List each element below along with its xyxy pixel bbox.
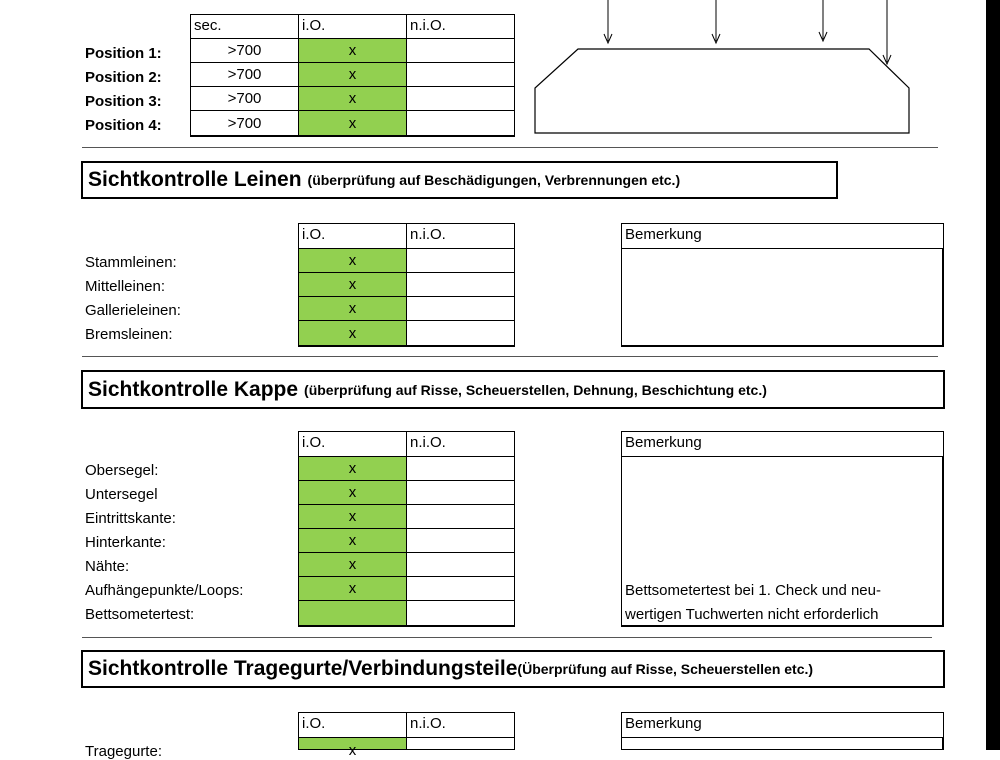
nio-cell[interactable] [406,320,515,347]
nio-cell[interactable] [406,62,515,87]
io-cell[interactable]: x [298,504,407,529]
row-label: Nähte: [85,558,130,575]
nio-cell[interactable] [406,737,515,750]
row-label: Position 3: [85,93,162,110]
io-cell[interactable]: x [298,296,407,321]
nio-cell[interactable] [406,480,515,505]
remark-field[interactable] [621,737,944,750]
arrow-icon [604,0,612,43]
header-nio: n.i.O. [406,223,515,249]
row-label: Position 4: [85,117,162,134]
divider [82,147,938,148]
header-io: i.O. [298,431,407,457]
viewer-edge [986,0,1000,750]
io-cell[interactable] [298,600,407,627]
header-io: i.O. [298,14,407,39]
load-test-diagram [520,0,920,140]
row-label: Tragegurte: [85,743,162,760]
io-cell[interactable]: x [298,456,407,481]
nio-cell[interactable] [406,296,515,321]
row-label: Bremsleinen: [85,326,173,343]
nio-cell[interactable] [406,110,515,137]
io-cell[interactable]: x [298,62,407,87]
arrow-icon [883,0,891,64]
io-cell[interactable]: x [298,576,407,601]
section-header-tragegurte [81,650,945,688]
header-io: i.O. [298,223,407,249]
nio-cell[interactable] [406,528,515,553]
io-cell[interactable]: x [298,320,407,347]
row-label: Eintrittskante: [85,510,176,527]
section-header-kappe [81,370,945,409]
io-cell[interactable]: x [298,86,407,111]
remark-text [625,579,943,627]
header-nio: n.i.O. [406,431,515,457]
section-title: Sichtkontrolle Leinen [88,168,302,191]
nio-cell[interactable] [406,552,515,577]
nio-cell[interactable] [406,456,515,481]
io-cell[interactable]: x [298,480,407,505]
remark-header: Bemerkung [621,712,944,738]
row-label: Aufhängepunkte/Loops: [85,582,244,599]
remark-header: Bemerkung [621,431,944,457]
io-cell[interactable]: x [298,248,407,273]
io-cell[interactable]: x [298,552,407,577]
row-label: Bettsometertest: [85,606,195,623]
header-nio: n.i.O. [406,14,515,39]
nio-cell[interactable] [406,248,515,273]
io-cell[interactable]: x [298,38,407,63]
nio-cell[interactable] [406,504,515,529]
row-label: Gallerieleinen: [85,302,181,319]
nio-cell[interactable] [406,272,515,297]
header-nio: n.i.O. [406,712,515,738]
nio-cell[interactable] [406,600,515,627]
divider [82,637,932,638]
io-cell[interactable]: x [298,528,407,553]
header-sec: sec. [190,14,299,39]
row-label: Stammleinen: [85,254,177,271]
section-subtitle: (überprüfung auf Risse, Scheuerstellen, Dehnung, Beschichtung etc.) [304,381,767,398]
sec-cell[interactable]: >700 [190,86,299,111]
section-subtitle: (überprüfung auf Beschädigungen, Verbrennungen etc.) [307,172,681,188]
canopy-outline [535,49,909,133]
sec-cell[interactable]: >700 [190,62,299,87]
remark-line: Bettsometertest bei 1. Check und neu- [625,582,881,599]
header-io: i.O. [298,712,407,738]
row-label: Mittelleinen: [85,278,166,295]
row-label: Untersegel [85,486,158,503]
row-label: Hinterkante: [85,534,166,551]
arrow-icon [819,0,827,41]
remark-line: wertigen Tuchwerten nicht erforderlich [625,606,879,623]
sec-cell[interactable]: >700 [190,38,299,63]
nio-cell[interactable] [406,576,515,601]
section-title: Sichtkontrolle Kappe [88,377,299,401]
section-subtitle: (Überprüfung auf Risse, Scheuerstellen etc.) [517,661,814,677]
remark-field[interactable] [621,456,944,627]
divider [82,356,938,357]
sec-cell[interactable]: >700 [190,110,299,137]
remark-header: Bemerkung [621,223,944,249]
io-cell[interactable]: x [298,737,407,750]
section-header-leinen [81,161,838,199]
row-label: Position 1: [85,45,162,62]
io-cell[interactable]: x [298,272,407,297]
nio-cell[interactable] [406,86,515,111]
io-cell[interactable]: x [298,110,407,137]
row-label: Obersegel: [85,462,159,479]
nio-cell[interactable] [406,38,515,63]
arrow-icon [712,0,720,43]
section-title: Sichtkontrolle Tragegurte/Verbindungsteile [88,657,518,680]
remark-field[interactable] [621,248,944,347]
row-label: Position 2: [85,69,162,86]
